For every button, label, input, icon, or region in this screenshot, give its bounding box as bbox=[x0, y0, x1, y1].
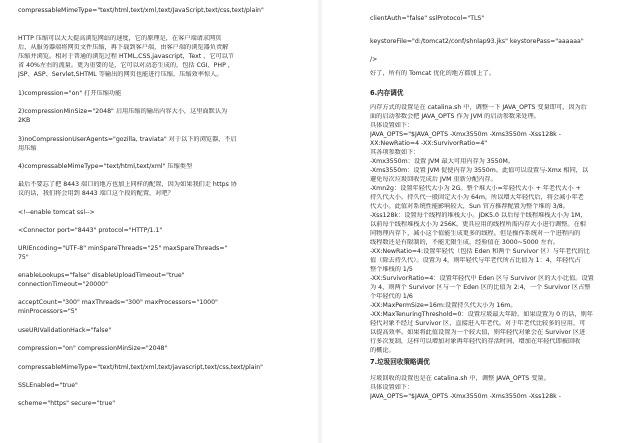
text-line: connectionTimeout="20000" bbox=[18, 281, 108, 288]
text-line: 具体设置如下： bbox=[370, 122, 414, 129]
text-line: /> bbox=[370, 56, 378, 63]
text-line: keystoreFile="d:/tomcat2/conf/shnlap93.jks" keystorePass="aaaaaa" bbox=[370, 38, 584, 45]
text-line: 垃圾回收的设置也是在 catalina.sh 中，调整 JAVA_OPTS 变量。 bbox=[370, 375, 550, 382]
text-line: useURIValidationHack="false" bbox=[18, 327, 112, 334]
text-line: 持久代大小。持久代一般固定大小为 64m，所以增大年轻代后，将会减小年老 bbox=[370, 194, 584, 201]
text-line: -XX:MaxPermSize=16m:设置持久代大小为 16m。 bbox=[370, 302, 517, 309]
text-line: compressableMimeType="text/html,text/xml,text/JavaScript,text/css,text/plain" bbox=[18, 7, 264, 14]
text-line: -XX:MaxTenuringThreshold=0：设置垃圾最大年龄。如果设置为 0 的话，则年 bbox=[370, 311, 593, 318]
text-line: 议的话，我们将会用到 8443 端口这个段的配置，对吧？ bbox=[18, 190, 174, 197]
text-line: 3)noCompressionUserAgents="gozilla, traviata" 对于以下的浏览器，不启 bbox=[18, 136, 237, 143]
text-line: 其各项参数如下： bbox=[370, 149, 420, 156]
text-line: -XX:SurvivorRatio=4：设置年轻代中 Eden 区与 Survivor 区的大小比值。设置 bbox=[370, 275, 594, 282]
text-line: JSP、ASP、Servlet,SHTML 等输出的网页也能进行压缩，压缩效率惊人。 bbox=[18, 71, 223, 78]
text-line: 避免每次垃圾回收完成后 JVM 重新分配内存。 bbox=[370, 176, 497, 183]
text-line: 1)compression="on" 打开压缩功能 bbox=[18, 90, 122, 97]
text-line: acceptCount="300" maxThreads="300" maxProcessors="1000" bbox=[18, 299, 218, 306]
text-line: 为 4，则两个 Survivor 区与一个 Eden 区的比值为 2:4，一个 Survivor 区占整 bbox=[370, 284, 591, 291]
text-line: -Xmx3550m：设置 JVM 最大可用内存为 3550M。 bbox=[370, 158, 515, 165]
text-line: 最后不要忘了把 8443 端口的地方也加上同样的配置，因为如果我们走 https 协 bbox=[18, 181, 237, 188]
text-line: 以前每个线程堆栈大小为 256K。更具应用的线程所需内存大小进行调整。在相 bbox=[370, 221, 586, 228]
text-line: 同物理内存下，减小这个值能生成更多的线程。但是操作系统对一个进程内的 bbox=[370, 230, 581, 237]
text-line: 2KB bbox=[18, 117, 31, 124]
text-line: 个年轻代的 1/6 bbox=[370, 293, 413, 300]
text-line: 压缩并浏览。相对于普通的浏览过程 HTML,CSS,javascript，Text ，它可以节 bbox=[18, 53, 235, 60]
text-line: <!--enable tomcat ssl--> bbox=[18, 209, 95, 216]
text-line: SSLEnabled="true" bbox=[18, 382, 78, 389]
text-line: scheme="https" secure="true" bbox=[18, 400, 116, 407]
text-line: 省 40%左右的流量。更为重要的是，它可以对动态生成的，包括 CGI、PHP ， bbox=[18, 62, 234, 69]
text-line: -Xss128k：设置每个线程的堆栈大小。JDK5.0 以后每个线程堆栈大小为 1M， bbox=[370, 212, 587, 219]
text-line: 行多次复制，这样可以增加对象再年轻代的存活时间，增加在年轻代即被回收 bbox=[370, 338, 581, 345]
text-line: JAVA_OPTS="$JAVA_OPTS -Xmx3550m -Xms3550m -Xss128k - bbox=[370, 131, 561, 138]
section-heading: 7.垃圾回收策略调优 bbox=[370, 358, 430, 366]
text-line: 4)compressableMimeType="text/html,text/xml" 压缩类型 bbox=[18, 163, 193, 170]
text-line: 好了，所有的 Tomcat 优化的地方都加上了。 bbox=[370, 70, 496, 77]
text-line: 2)compressionMinSize="2048" 启用压缩的输出内容大小，这里面默认为 bbox=[18, 108, 228, 115]
text-line: 以提高效率。如果将此值设置为一个较大值，则年轻代对象会在 Survivor 区进 bbox=[370, 329, 586, 336]
text-line: 具体设置如下： bbox=[370, 384, 414, 391]
text-line: 75" bbox=[18, 254, 29, 261]
text-line: -XX:NewRatio=4:设置年轻代（包括 Eden 和两个 Survivor 区）与年老代的比 bbox=[370, 248, 590, 255]
text-line: -Xms3550m：设置 JVM 促使内存为 3550m。此值可以设置与-Xmx 相同，以 bbox=[370, 167, 589, 174]
text-line: 线程数还是有限制的，不能无限生成，经验值在 3000~5000 左右。 bbox=[370, 239, 560, 246]
text-line: 的概论。 bbox=[370, 347, 395, 354]
text-line: JAVA_OPTS="$JAVA_OPTS -Xmx3550m -Xms3550m -Xss128k - bbox=[370, 393, 561, 400]
text-line: 整个堆栈的 1/5 bbox=[370, 266, 413, 273]
text-line: 内存方式的设置是在 catalina.sh 中，调整一下 JAVA_OPTS 变量即可，因为后 bbox=[370, 104, 587, 111]
text-line: URIEncoding="UTF-8" minSpareThreads="25" maxSpareThreads=" bbox=[18, 245, 228, 252]
document-page-left bbox=[0, 0, 318, 443]
text-line: clientAuth="false" sslProtocol="TLS" bbox=[370, 15, 485, 22]
document-page-right bbox=[322, 0, 640, 443]
text-line: compressableMimeType="text/html,text/xml,text/javascript,text/css,text/plain" bbox=[18, 364, 264, 371]
text-line: XX:NewRatio=4 -XX:SurvivorRatio=4" bbox=[370, 140, 488, 147]
text-line: enableLookups="false" disableUploadTimeout="true" bbox=[18, 272, 185, 279]
text-line: minProcessors="5" bbox=[18, 308, 78, 315]
text-line: 值（除去持久代）。设置为 4，则年轻代与年老代所占比值为 1：4，年轻代占 bbox=[370, 257, 581, 264]
text-line: compression="on" compressionMinSize="2048" bbox=[18, 345, 168, 352]
text-line: HTTP 压缩可以大大提高浏览网站的速度，它的原理是，在客户端请求网页 bbox=[18, 35, 222, 42]
text-line: <Connector port="8443" protocol="HTTP/1.1" bbox=[18, 227, 163, 234]
text-line: 轻代对象不经过 Survivor 区，直接进入年老代。对于年老代比较多的应用，可 bbox=[370, 320, 586, 327]
text-line: 代大小。此值对系统性能影响较大，Sun 官方推荐配置为整个堆的 3/8。 bbox=[370, 203, 569, 210]
text-line: 面的启动参数会把 JAVA_OPTS 作为 JVM 的启动参数来处理。 bbox=[370, 113, 540, 120]
section-heading: 6.内存调优 bbox=[370, 89, 404, 97]
text-line: 后，从服务器端将网页文件压缩，再下载到客户端，由客户端的浏览器负责解 bbox=[18, 44, 229, 51]
text-line: 用压缩 bbox=[18, 145, 37, 152]
text-line: -Xmn2g：设置年轻代大小为 2G。整个堆大小=年轻代大小 + 年老代大小 + bbox=[370, 185, 581, 192]
